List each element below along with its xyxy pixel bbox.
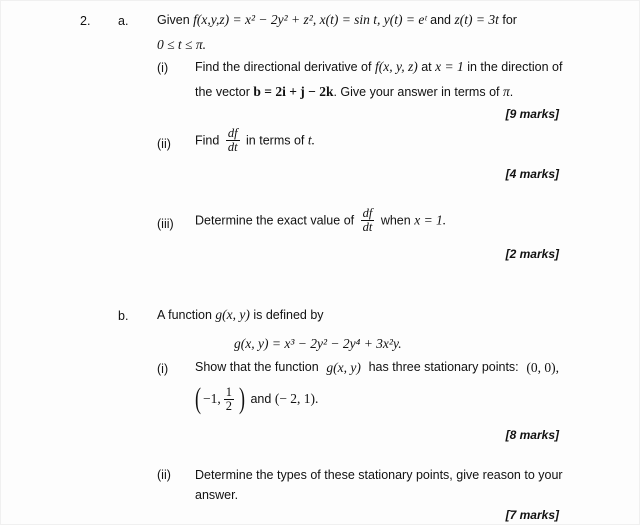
part-b-i-line2 [193,384,318,414]
part-b-i-function: g(x, y) [326,360,361,375]
stationary-point-2-x: −1, [203,391,221,406]
part-b-ii-line1: Determine the types of these stationary points, give reason to your [195,468,563,482]
part-a-i-label: (i) [157,61,169,75]
part-a-iii-text: Determine the exact value of [195,213,355,228]
question-number: 2. [80,14,91,28]
part-a-ii-label: (ii) [157,137,171,151]
part-a-i-period: . [509,85,514,99]
part-a-iii-when: when [380,213,411,228]
and-word: and [430,13,452,27]
df-dt-fraction [226,127,240,154]
part-a-i-line2 [195,84,513,100]
t-range: 0 ≤ t ≤ π. [157,37,206,52]
given-functions: f(x,y,z) = x² − 2y² + z², x(t) = sin t, y(t) = eᵗ [193,12,427,27]
part-a-ii-marks: [4 marks] [505,167,559,181]
part-b-ii-line2: answer. [195,488,239,502]
part-b-intro [157,307,324,323]
part-a-ii-line [195,127,315,154]
part-a-i-marks: [9 marks] [505,107,559,121]
fraction-numerator: 1 [225,384,232,399]
for-word: for [502,13,517,27]
part-a-label: a. [118,14,129,28]
part-a-i-at: at [421,60,432,74]
part-a-i-vector-text: the vector [195,85,250,99]
fraction-denominator: dt [362,220,373,234]
fraction-numerator: df [227,126,238,140]
part-b-label: b. [118,309,129,323]
part-a-i-line1 [195,59,562,75]
part-a-i-condition: x = 1 [435,59,464,74]
part-b-i-line1 [195,360,559,376]
part-a-i-direction-text: in the direction of [467,60,563,74]
part-a-i-answer-text: . Give your answer in terms of [333,85,500,99]
right-paren: ) [239,382,245,415]
fraction-numerator: df [362,206,373,220]
part-b-i-stationary-text: has three stationary points: [368,360,519,374]
fraction-denominator: 2 [225,398,232,413]
part-a-iii-condition: x = 1. [414,212,447,228]
part-a-ii-find: Find [195,133,220,148]
part-a-ii-variable: t. [307,132,316,148]
part-b-i-and: and [250,392,272,406]
part-a-ii-terms: in terms of [246,133,305,148]
part-b-ii-marks: [7 marks] [505,508,559,522]
fraction-denominator: dt [227,140,238,154]
part-a-given-line [157,12,517,28]
part-b-function: g(x, y) [215,307,250,322]
stationary-point-1: (0, 0), [526,360,559,375]
part-a-i-text: Find the directional derivative of [195,60,372,74]
part-a-i-vector: b = 2i + j − 2k [253,84,334,99]
given-word: Given [157,13,190,27]
half-fraction [224,386,234,413]
df-dt-fraction [361,207,375,234]
part-b-i-label: (i) [157,362,169,376]
part-b-i-marks: [8 marks] [505,428,559,442]
part-b-ii-label: (ii) [157,468,171,482]
part-b-i-show-text: Show that the function [195,360,319,374]
part-b-defined-text: is defined by [253,308,324,322]
part-b-equation: g(x, y) = x³ − 2y² − 2y⁴ + 3x²y. [234,336,402,351]
part-a-i-pi: π [502,84,510,99]
z-definition: z(t) = 3t [454,12,499,27]
left-paren: ( [195,382,201,415]
part-b-intro-text: A function [157,308,212,322]
part-a-i-function: f(x, y, z) [374,59,418,74]
stationary-point-3: (− 2, 1). [274,391,319,406]
part-a-iii-label: (iii) [157,217,174,231]
part-a-iii-marks: [2 marks] [505,247,559,261]
part-a-iii-line [195,207,446,234]
